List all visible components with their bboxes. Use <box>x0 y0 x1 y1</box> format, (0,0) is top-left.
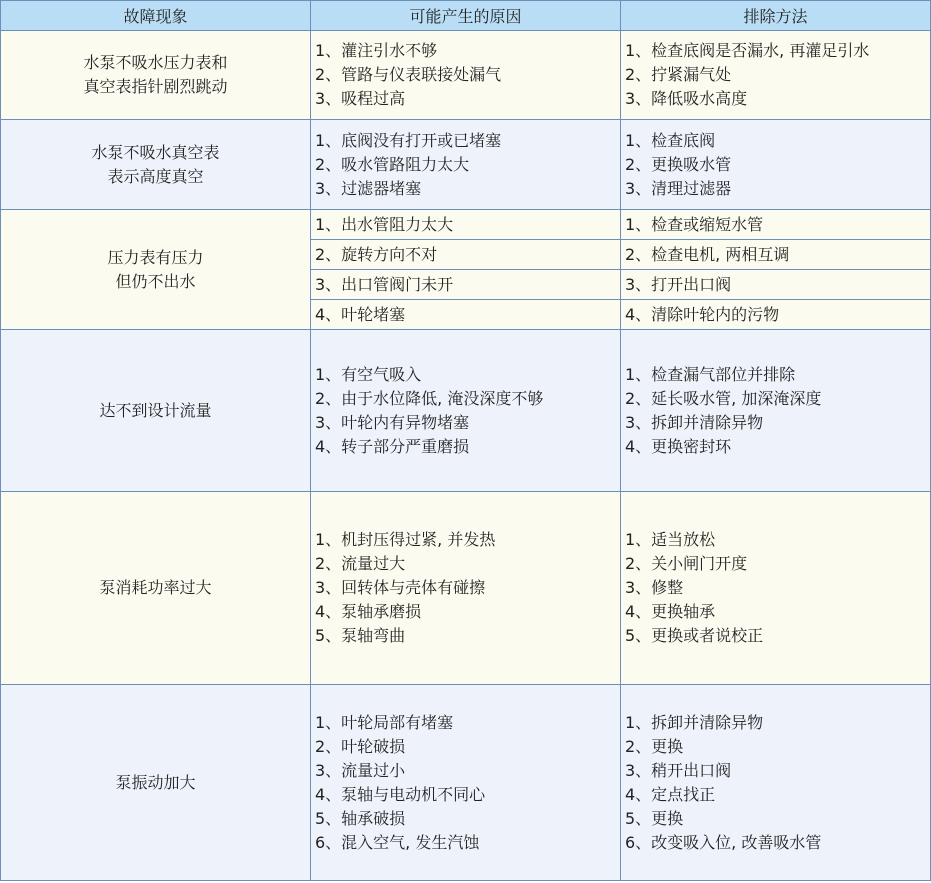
causes-cell <box>311 492 621 685</box>
symptom-cell <box>1 685 311 881</box>
solution-item: 3、降低吸水高度 <box>625 89 748 108</box>
table-row <box>1 330 931 492</box>
row-group-3 <box>1 210 931 330</box>
symptom-line: 但仍不出水 <box>115 271 196 291</box>
cause-item: 1、灌注引水不够 <box>315 41 438 60</box>
solutions-cell <box>621 120 931 210</box>
solution-item: 4、更换密封环 <box>625 436 732 456</box>
row-group-2 <box>1 120 931 210</box>
cause-item: 2、叶轮破损 <box>315 736 406 756</box>
symptom-cell <box>1 330 311 492</box>
solution-item: 4、清除叶轮内的污物 <box>621 300 931 330</box>
symptom-line: 泵振动加大 <box>115 772 196 792</box>
cause-item: 1、叶轮局部有堵塞 <box>315 712 454 732</box>
symptom-line: 表示高度真空 <box>107 166 204 186</box>
symptom-line: 水泵不吸水压力表和 <box>83 53 228 72</box>
solution-item: 1、检查底阀是否漏水, 再灌足引水 <box>625 41 870 60</box>
solution-item: 2、更换 <box>625 736 684 756</box>
cause-item: 4、泵轴承磨损 <box>315 602 422 621</box>
cause-item: 4、泵轴与电动机不同心 <box>315 784 486 804</box>
header-symptom: 故障现象 <box>1 1 311 31</box>
cause-item: 3、回转体与壳体有碰擦 <box>315 578 486 597</box>
cause-item: 3、吸程过高 <box>315 89 406 108</box>
symptom-cell <box>1 31 311 120</box>
symptom-cell <box>1 492 311 685</box>
causes-cell <box>311 685 621 881</box>
cause-item: 3、出口管阀门未开 <box>311 270 621 300</box>
cause-item: 1、底阀没有打开或已堵塞 <box>315 130 502 150</box>
table-row <box>1 492 931 685</box>
cause-item: 2、由于水位降低, 淹没深度不够 <box>315 388 544 408</box>
solution-item: 3、拆卸并清除异物 <box>625 412 764 432</box>
solution-item: 2、延长吸水管, 加深淹深度 <box>625 388 822 408</box>
header-solutions: 排除方法 <box>621 1 931 31</box>
solution-item: 1、拆卸并清除异物 <box>625 712 764 732</box>
causes-cell <box>311 31 621 120</box>
solution-item: 3、打开出口阀 <box>621 270 931 300</box>
cause-item: 4、叶轮堵塞 <box>311 300 621 330</box>
cause-item: 1、机封压得过紧, 并发热 <box>315 530 496 549</box>
solution-item: 4、定点找正 <box>625 784 716 804</box>
table-row <box>1 120 931 210</box>
symptom-line: 泵消耗功率过大 <box>99 578 212 597</box>
solution-item: 5、更换或者说校正 <box>625 626 764 645</box>
solutions-cell <box>621 31 931 120</box>
solution-item: 5、更换 <box>625 808 684 828</box>
row-group-4 <box>1 330 931 492</box>
symptom-line: 压力表有压力 <box>107 247 204 267</box>
row-group-5 <box>1 492 931 685</box>
symptom-cell <box>1 120 311 210</box>
cause-item: 6、混入空气, 发生汽蚀 <box>315 832 480 852</box>
solution-item: 3、清理过滤器 <box>625 178 732 198</box>
solution-item: 2、更换吸水管 <box>625 154 732 174</box>
symptom-line: 水泵不吸水真空表 <box>91 142 220 162</box>
solution-item: 3、修整 <box>625 578 684 597</box>
table-row <box>1 210 931 240</box>
cause-item: 5、泵轴弯曲 <box>315 626 406 645</box>
solution-item: 1、适当放松 <box>625 530 716 549</box>
row-group-6 <box>1 685 931 881</box>
causes-cell <box>311 330 621 492</box>
cause-item: 1、出水管阻力太大 <box>311 210 621 240</box>
solutions-cell <box>621 685 931 881</box>
cause-item: 3、流量过小 <box>315 760 406 780</box>
table-row <box>1 685 931 881</box>
cause-item: 4、转子部分严重磨损 <box>315 436 470 456</box>
solution-item: 1、检查或缩短水管 <box>621 210 931 240</box>
cause-item: 1、有空气吸入 <box>315 364 422 384</box>
solutions-cell <box>621 492 931 685</box>
solution-item: 3、稍开出口阀 <box>625 760 732 780</box>
row-group-1 <box>1 31 931 120</box>
cause-item: 2、管路与仪表联接处漏气 <box>315 65 502 84</box>
symptom-line: 真空表指针剧烈跳动 <box>83 77 228 96</box>
header-causes: 可能产生的原因 <box>311 1 621 31</box>
cause-item: 2、旋转方向不对 <box>311 240 621 270</box>
solutions-cell <box>621 330 931 492</box>
cause-item: 3、过滤器堵塞 <box>315 178 422 198</box>
solution-item: 4、更换轴承 <box>625 602 716 621</box>
cause-item: 2、流量过大 <box>315 554 406 573</box>
header-row <box>1 1 931 31</box>
solution-item: 1、检查漏气部位并排除 <box>625 364 796 384</box>
solution-item: 2、关小闸门开度 <box>625 554 748 573</box>
table-row <box>1 31 931 120</box>
cause-item: 3、叶轮内有异物堵塞 <box>315 412 470 432</box>
symptom-cell <box>1 210 311 330</box>
cause-item: 2、吸水管路阻力太大 <box>315 154 470 174</box>
solution-item: 2、拧紧漏气处 <box>625 65 732 84</box>
solution-item: 2、检查电机, 两相互调 <box>621 240 931 270</box>
symptom-line: 达不到设计流量 <box>99 400 212 420</box>
causes-cell <box>311 120 621 210</box>
solution-item: 6、改变吸入位, 改善吸水管 <box>625 832 822 852</box>
cause-item: 5、轴承破损 <box>315 808 406 828</box>
solution-item: 1、检查底阀 <box>625 130 716 150</box>
